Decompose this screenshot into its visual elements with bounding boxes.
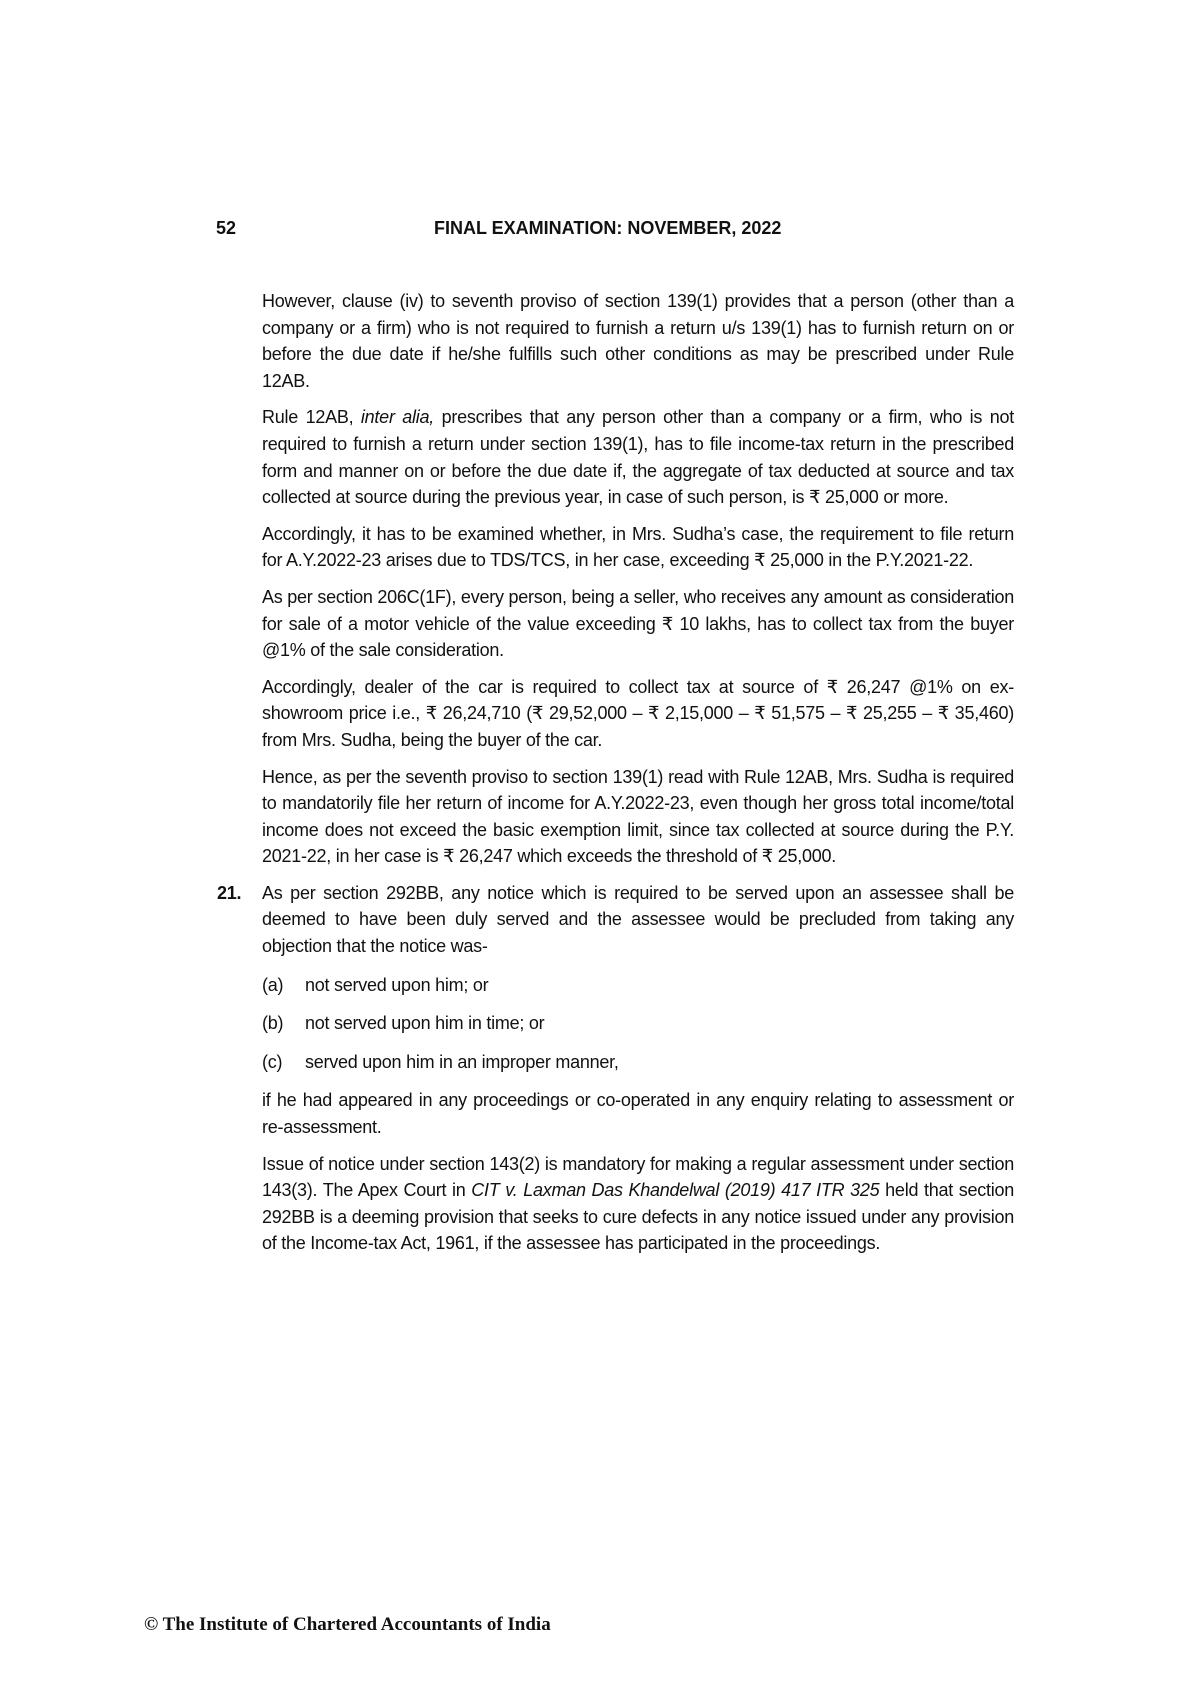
list-item	[262, 1049, 1014, 1076]
paragraph-rule-12ab	[262, 404, 1014, 510]
list-item	[262, 1010, 1014, 1037]
question-number: 21.	[217, 882, 242, 903]
inter-alia-italic: inter alia,	[360, 407, 435, 428]
paragraph-section-206c: As per section 206C(1F), every person, being a seller, who receives any amount as consideration for sale of a motor vehicle of the value exceeding ₹ 10 lakhs, has to collect tax from the buyer @1% of the sale consideration.	[262, 586, 1014, 661]
sub-list	[262, 972, 1014, 1076]
paragraph-conclusion: Hence, as per the seventh proviso to section 139(1) read with Rule 12AB, Mrs. Sudha is required to mandatorily file her return of income for A.Y.2022-23, even though her gross total income/total income does not exceed the basic exemption limit, since tax collected at source during the P.Y. 2021-22, in her case is ₹ 26,247 which exceeds the threshold of ₹ 25,000.	[262, 766, 1014, 867]
running-header: FINAL EXAMINATION: NOVEMBER, 2022	[434, 218, 782, 238]
list-item	[262, 972, 1014, 999]
question-21-intro: As per section 292BB, any notice which is required to be served upon an assessee shall be deemed to have been duly served and the assessee would be precluded from taking any objection that the notice was-	[262, 882, 1014, 957]
question-21	[217, 880, 1015, 1257]
list-item-label: (b)	[262, 1013, 284, 1034]
paragraph-case-law-rest: held that section 292BB is a deeming provision that seeks to cure defects in any notice issued under any provision of the Income-tax Act, 1961, if the assessee has participated in the proceedings.	[262, 1180, 1015, 1254]
document-body	[217, 288, 1015, 1267]
list-item-label: (a)	[262, 974, 284, 995]
list-item-text: served upon him in an improper manner,	[305, 1051, 619, 1072]
page-number: 52	[216, 218, 237, 238]
list-item-text: not served upon him in time; or	[305, 1013, 545, 1034]
paragraph-rule-12ab-rest: prescribes that any person other than a company or a firm, who is not required to furnish a return under section 139(1), has to file income-tax return in the prescribed form and manner on or before the due date if, the aggregate of tax deducted at source and tax collected at source during the previous year, in case of such person, is ₹ 25,000 or more.	[262, 407, 1015, 508]
case-citation-italic: CIT v. Laxman Das Khandelwal (2019) 417 ITR 325	[471, 1180, 880, 1201]
paragraph-case-law	[262, 1151, 1014, 1257]
paragraph-examination: Accordingly, it has to be examined whether, in Mrs. Sudha’s case, the requirement to file return for A.Y.2022-23 arises due to TDS/TCS, in her case, exceeding ₹ 25,000 in the P.Y.2021-22.	[262, 523, 1014, 571]
paragraph-rule-12ab-start: Rule 12AB,	[262, 407, 361, 428]
question-21-conclusion: if he had appeared in any proceedings or co-operated in any enquiry relating to assessment or re-assessment.	[262, 1090, 1014, 1138]
paragraph-proviso: However, clause (iv) to seventh proviso of section 139(1) provides that a person (other than a company or a firm) who is not required to furnish a return u/s 139(1) has to furnish return on or before the due date if he/she fulfills such other conditions as may be prescribed under Rule 12AB.	[262, 291, 1014, 391]
footer-copyright: © The Institute of Chartered Accountants of India	[144, 1614, 551, 1635]
list-item-text: not served upon him; or	[305, 974, 489, 995]
paragraph-tcs-calculation: Accordingly, dealer of the car is required to collect tax at source of ₹ 26,247 @1% on ex-showroom price i.e., ₹ 26,24,710 (₹ 29,52,000 – ₹ 2,15,000 – ₹ 51,575 – ₹ 25,255 – ₹ 35,460) from Mrs. Sudha, being the buyer of the car.	[262, 676, 1014, 750]
paragraph-case-law-start: Issue of notice under section 143(2) is mandatory for making a regular assessment under section 143(3). The Apex Court in	[262, 1153, 1014, 1201]
list-item-label: (c)	[262, 1051, 283, 1072]
